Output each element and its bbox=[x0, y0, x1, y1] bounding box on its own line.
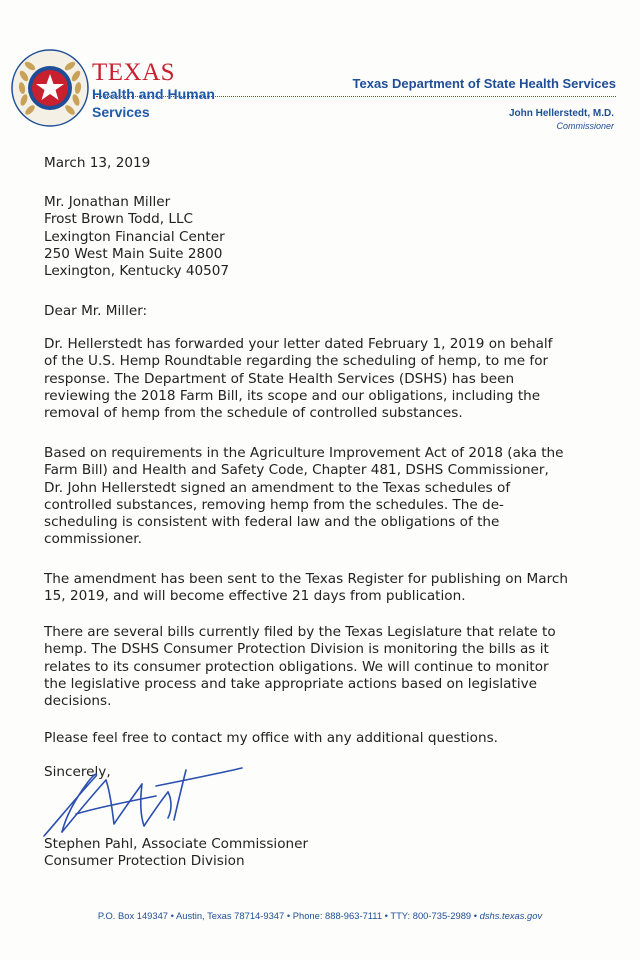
paragraph-line: 15, 2019, and will become effective 21 days from publication. bbox=[44, 588, 466, 605]
commissioner-block bbox=[509, 108, 614, 131]
letterhead-divider bbox=[96, 96, 616, 97]
paragraph-line: scheduling is consistent with federal law and the obligations of the bbox=[44, 514, 500, 531]
body-paragraph-1 bbox=[44, 336, 552, 422]
paragraph-line: decisions. bbox=[44, 693, 112, 710]
commissioner-name: John Hellerstedt, M.D. bbox=[508, 108, 614, 119]
commissioner-title: Commissioner bbox=[556, 121, 614, 131]
recipient-line: Frost Brown Todd, LLC bbox=[44, 211, 194, 228]
paragraph-line: the legislative process and take appropriate actions based on legislative bbox=[44, 675, 538, 692]
body-paragraph-3 bbox=[44, 571, 568, 606]
recipient-address bbox=[44, 194, 229, 280]
paragraph-line: controlled substances, removing hemp from the schedules. The de- bbox=[44, 496, 504, 513]
paragraph-line: commissioner. bbox=[44, 531, 142, 548]
letter-footer bbox=[0, 910, 640, 921]
letter-date: March 13, 2019 bbox=[44, 155, 151, 171]
salutation: Dear Mr. Miller: bbox=[44, 303, 148, 319]
recipient-line: Lexington, Kentucky 40507 bbox=[44, 263, 230, 280]
paragraph-line: Based on requirements in the Agriculture Improvement Act of 2018 (aka the bbox=[44, 445, 564, 461]
handwritten-signature-icon bbox=[36, 762, 246, 840]
footer-website: dshs.texas.gov bbox=[479, 910, 543, 921]
texas-hhs-seal-icon bbox=[10, 48, 90, 128]
recipient-line: 250 West Main Suite 2800 bbox=[44, 245, 223, 262]
signer-name: Stephen Pahl, Associate Commissioner bbox=[44, 836, 309, 852]
signer-block bbox=[44, 836, 308, 871]
logo-line-1: Health and Human bbox=[92, 86, 215, 102]
body-paragraph-5 bbox=[44, 730, 498, 747]
paragraph-line: hemp. The DSHS Consumer Protection Division is monitoring the bills as it bbox=[44, 641, 549, 658]
body-paragraph-2 bbox=[44, 445, 564, 549]
logo-line-2: Services bbox=[92, 104, 150, 120]
paragraph-line: Dr. Hellerstedt has forwarded your letter dated February 1, 2019 on behalf bbox=[44, 336, 553, 352]
closing: Sincerely, bbox=[44, 764, 111, 780]
paragraph-line: of the U.S. Hemp Roundtable regarding the scheduling of hemp, to me for bbox=[44, 353, 549, 370]
paragraph-line: Dr. John Hellerstedt signed an amendment to the Texas schedules of bbox=[44, 479, 511, 496]
paragraph-line: There are several bills currently filed by the Texas Legislature that relate to bbox=[44, 624, 556, 640]
signer-division: Consumer Protection Division bbox=[44, 853, 245, 870]
recipient-line: Lexington Financial Center bbox=[44, 228, 225, 245]
body-paragraph-4 bbox=[44, 624, 556, 710]
paragraph-line: reviewing the 2018 Farm Bill, its scope and our obligations, including the bbox=[44, 387, 541, 404]
paragraph-line: removal of hemp from the schedule of controlled substances. bbox=[44, 405, 463, 422]
logo-texas: TEXAS bbox=[92, 59, 176, 86]
department-title: Texas Department of State Health Services bbox=[352, 76, 616, 91]
paragraph-line: response. The Department of State Health Services (DSHS) has been bbox=[44, 370, 515, 387]
paragraph-line: The amendment has been sent to the Texas Register for publishing on March bbox=[44, 571, 568, 587]
footer-address: P.O. Box 149347 • Austin, Texas 78714-9347 • Phone: 888-963-7111 • TTY: 800-735-2989 • bbox=[97, 910, 480, 921]
paragraph-line: Please feel free to contact my office with any additional questions. bbox=[44, 730, 498, 746]
paragraph-line: relates to its consumer protection obligations. We will continue to monitor bbox=[44, 658, 549, 675]
paragraph-line: Farm Bill) and Health and Safety Code, Chapter 481, DSHS Commissioner, bbox=[44, 462, 549, 479]
agency-logo-wordmark bbox=[92, 60, 215, 121]
recipient-line: Mr. Jonathan Miller bbox=[44, 194, 171, 210]
